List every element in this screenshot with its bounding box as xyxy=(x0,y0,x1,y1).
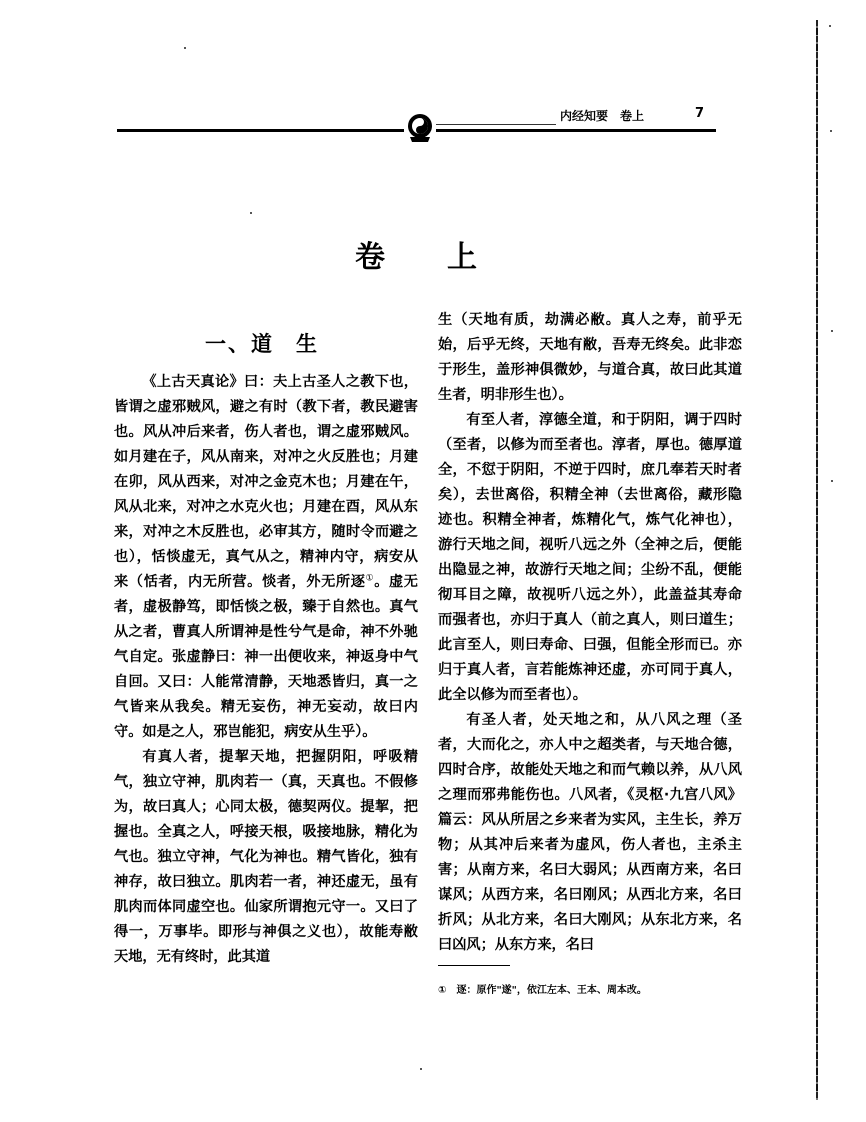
header-rule-right xyxy=(436,129,716,132)
section-title-2: 生 xyxy=(296,332,319,356)
scan-speck xyxy=(250,212,252,214)
scan-edge-line xyxy=(816,20,818,1100)
scan-speck xyxy=(831,480,833,482)
footnote-text: 逐：原作"遂"，依江左本、王本、周本改。 xyxy=(456,985,647,996)
section-title-1: 道 xyxy=(251,332,274,356)
volume-label: 卷上 xyxy=(620,109,645,123)
footnote-mark: ① xyxy=(438,985,447,996)
paragraph: 有真人者，提挈天地，把握阴阳，呼吸精气，独立守神，肌肉若一（真，天真也。不假修为，故曰真人；心同太极，德契两仪。提挈，把握也。全真之人，呼接天根，吸接地脉，精化为气也。独立守神，气化为神也。精气皆化，独有神存，故曰独立。肌肉若一者，神还虚无，虽有肌肉而体同虚空也。仙家所谓抱元守一。又曰了得一，万事毕。即形与神俱之义也），故能寿敝天地，无有终时，此其道 xyxy=(114,749,418,965)
book-title: 内经知要 xyxy=(560,109,609,123)
paragraph: 生（天地有质，劫满必敝。真人之寿，前乎无始，后乎无终，天地有敝，吾寿无终矣。此非恋于形生，盖形神俱微妙，与道合真，故曰此其道生者，明非形生也）。 xyxy=(438,312,742,403)
header-rule-thin xyxy=(436,124,556,125)
scan-speck xyxy=(831,330,833,332)
right-column xyxy=(438,308,742,958)
page-number: 7 xyxy=(695,106,705,121)
yin-yang-emblem-icon xyxy=(406,113,434,145)
chapter-title-char-1: 卷 xyxy=(355,240,385,275)
scan-speck xyxy=(420,1068,422,1070)
paragraph: 有圣人者，处天地之和，从八风之理（圣者，大而化之，亦人中之超类者，与天地合德，四时合序，故能处天地之和而气赖以养，从八风之理而邪弗能伤也。八风者，《灵枢·九宫八风》篇云：风从所居之乡来者为实风，主生长，养万物；从其冲后来者为虚风，伤人者也，主杀主害；从南方来，名曰大弱风；从西南方来，名曰谋风；从西方来，名曰刚风；从西北方来，名曰折风；从北方来，名曰大刚风；从东北方来，名曰凶风；从东方来，名曰 xyxy=(438,712,742,953)
section-number: 一、 xyxy=(205,332,251,356)
header-rule-left xyxy=(117,129,404,132)
chapter-title xyxy=(355,232,477,276)
footnote-divider xyxy=(438,965,510,966)
left-column xyxy=(114,370,418,970)
running-head xyxy=(560,107,644,124)
footnote xyxy=(438,981,647,996)
paragraph-text: 《上古天真论》曰：夫上古圣人之教下也，皆谓之虚邪贼风，避之有时（教下者，教民避害也。风从冲后来者，伤人者也，谓之虚邪贼风。如月建在子，风从南来，对冲之火反胜也；月建在卯，风从西来，对冲之金克木也；月建在午，风从北来，对冲之水克火也；月建在酉，风从东来，对冲之木反胜也，必审其方，随时令而避之也），恬惔虚无，真气从之，精神内守，病安从来（恬者，内无所营。惔者，外无所逐 xyxy=(114,374,418,590)
paragraph-text: 。虚无者，虚极静笃，即恬惔之极，臻于自然也。真气从之者，曹真人所谓神是性兮气是命，神不外驰气自定。张虚静曰：神一出便收来，神返身中气自回。又曰：人能常清静，天地悉皆归，真一之气皆来从我矣。精无妄伤，神无妄动，故曰内守。如是之人，邪岂能犯，病安从生乎）。 xyxy=(114,574,418,740)
scan-speck xyxy=(830,130,832,132)
section-title xyxy=(205,328,319,358)
scan-speck xyxy=(184,47,186,49)
paragraph: 有至人者，淳德全道，和于阴阳，调于四时（至者，以修为而至者也。淳者，厚也。德厚道全，不愆于阴阳，不逆于四时，庶几奉若天时者矣），去世离俗，积精全神（去世离俗，藏形隐迹也。积精全神者，炼精化气，炼气化神也），游行天地之间，视听八远之外（全神之后，便能出隐显之神，故游行天地之间；尘纷不乱，便能彻耳目之障，故视听八远之外），此盖益其寿命而强者也，亦归于真人（前之真人，则曰道生；此言至人，则曰寿命、曰强，但能全形而已。亦归于真人者，言若能炼神还虚，亦可同于真人，此全以修为而至者也）。 xyxy=(438,412,742,703)
scan-speck xyxy=(829,25,831,27)
paragraph xyxy=(114,370,418,745)
chapter-title-char-2: 上 xyxy=(447,240,477,275)
footnote-ref[interactable]: ① xyxy=(365,573,375,584)
